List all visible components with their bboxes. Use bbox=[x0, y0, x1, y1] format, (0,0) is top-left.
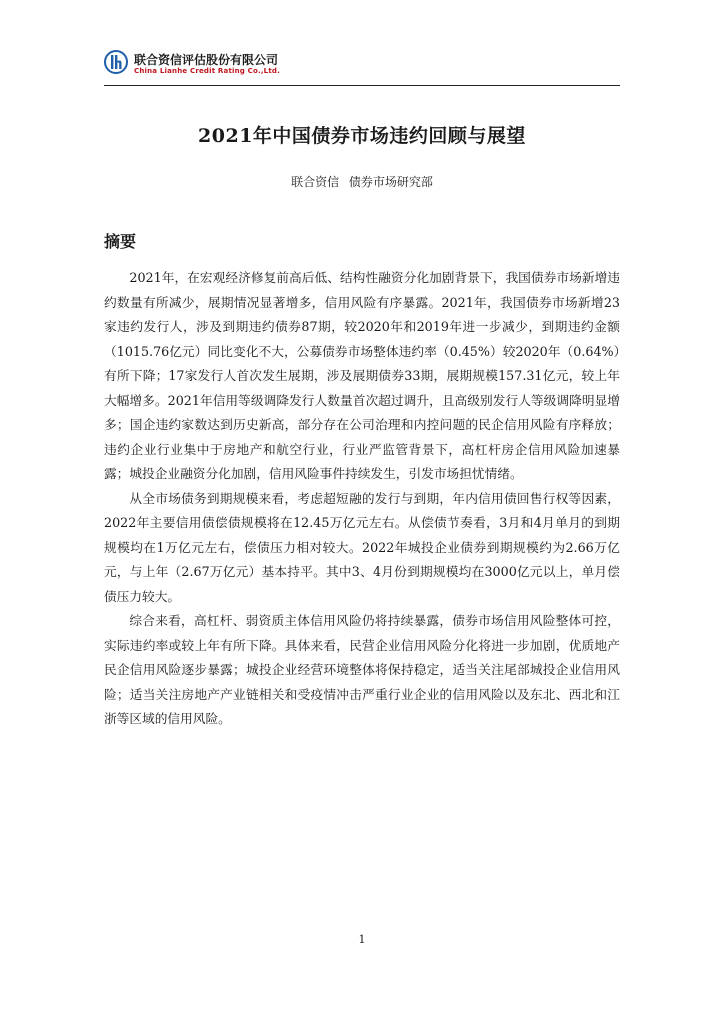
abstract-body bbox=[104, 266, 620, 732]
company-name-en: China Lianhe Credit Rating Co.,Ltd. bbox=[134, 67, 280, 75]
page-header bbox=[104, 50, 620, 86]
abstract-paragraph-3: 综合来看，高杠杆、弱资质主体信用风险仍将持续暴露，债券市场信用风险整体可控，实际违约率或较上年有所下降。具体来看，民营企业信用风险分化将进一步加剧，优质地产民企信用风险逐步暴露；城投企业经营环境整体将保持稳定，适当关注尾部城投企业信用风险；适当关注房地产产业链相关和受疫情冲击严重行业企业的信用风险以及东北、西北和江浙等区域的信用风险。 bbox=[104, 613, 620, 726]
lianhe-logo-icon bbox=[104, 50, 128, 74]
header-divider bbox=[104, 85, 620, 86]
page-number: 1 bbox=[358, 933, 366, 946]
abstract-paragraph-2: 从全市场债务到期规模来看，考虑超短融的发行与到期，年内信用债回售行权等因素，2022年主要信用债偿债规模将在12.45万亿元左右。从偿债节奏看，3月和4月单月的到期规模均在1万亿元左右，偿债压力相对较大。2022年城投企业债券到期规模约为2.66万亿元，与上年（2.67万亿元）基本持平。其中3、4月份到期规模均在3000亿元以上，单月偿债压力较大。 bbox=[104, 490, 620, 604]
abstract-paragraph-1: 2021年，在宏观经济修复前高后低、结构性融资分化加剧背景下，我国债券市场新增违约数量有所减少，展期情况显著增多，信用风险有序暴露。2021年，我国债券市场新增23家违约发行人，涉及到期违约债券87期，较2020年和2019年进一步减少，到期违约金额（1015.76亿元）同比变化不大，公募债券市场整体违约率（0.45%）较2020年（0.64%）有所下降；17家发行人首次发生展期，涉及展期债券33期，展期规模157.31亿元，较上年大幅增多。2021年信用等级调降发行人数量首次超过调升，且高级别发行人等级调降明显增多；国企违约家数达到历史新高，部分存在公司治理和内控问题的民企信用风险有序释放；违约企业行业集中于房地产和航空行业，行业严监管背景下，高杠杆房企信用风险加速暴露；城投企业融资分化加剧，信用风险事件持续发生，引发市场担忧情绪。 bbox=[104, 270, 620, 481]
abstract-heading: 摘要 bbox=[104, 232, 137, 251]
company-name-cn: 联合资信评估股份有限公司 bbox=[134, 53, 279, 67]
report-title: 2021年中国债券市场违约回顾与展望 bbox=[198, 125, 526, 147]
report-author: 联合资信 债券市场研究部 bbox=[291, 175, 433, 189]
